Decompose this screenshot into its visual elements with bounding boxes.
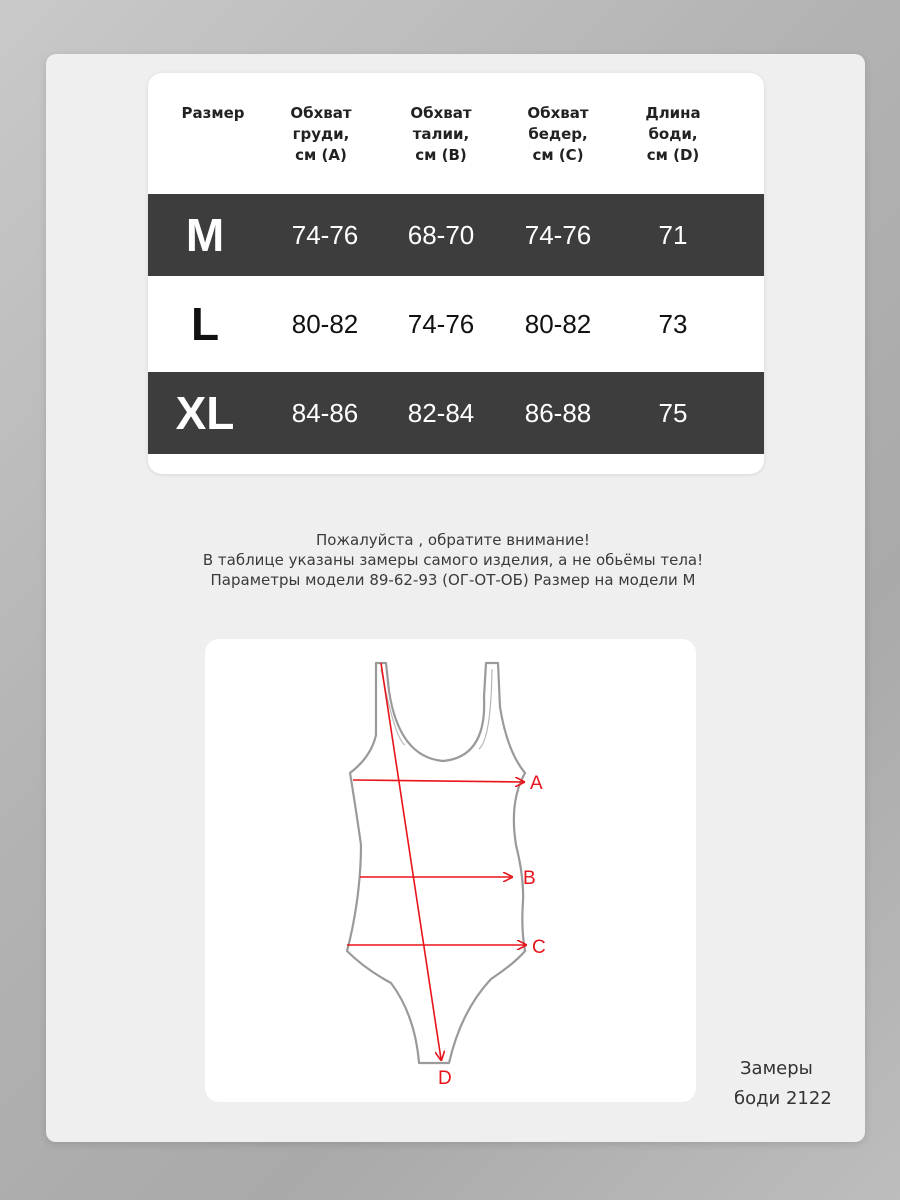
size-label: L <box>190 298 220 350</box>
product-caption <box>728 1054 838 1114</box>
caption-line-2: боди 2122 <box>734 1088 832 1109</box>
table-row-m <box>148 194 764 276</box>
measurement-note <box>150 530 756 590</box>
header-size: Размер <box>181 104 245 122</box>
table-row-l <box>148 283 764 365</box>
chest-value: 74-76 <box>291 220 359 250</box>
label-a: A <box>530 773 543 794</box>
length-value: 71 <box>658 220 688 250</box>
bodysuit-diagram <box>205 639 696 1102</box>
note-line-2: В таблице указаны замеры самого изделия, а не обьёмы тела! <box>202 551 704 569</box>
length-value: 73 <box>658 309 688 339</box>
waist-value: 74-76 <box>407 309 475 339</box>
table-row-xl <box>148 372 764 454</box>
chest-value: 84-86 <box>291 398 359 428</box>
bodysuit-outline <box>347 663 525 1063</box>
label-b: B <box>523 868 536 889</box>
waist-value: 82-84 <box>407 398 475 428</box>
length-value: 75 <box>658 398 688 428</box>
label-c: C <box>532 937 546 958</box>
size-label: M <box>185 209 225 261</box>
header-hips: Обхват бедер, см (C) <box>527 104 589 164</box>
measurement-diagram <box>205 639 696 1102</box>
waist-value: 68-70 <box>407 220 475 250</box>
hips-value: 80-82 <box>524 309 592 339</box>
note-line-1: Пожалуйста , обратите внимание! <box>316 531 590 549</box>
hips-value: 74-76 <box>524 220 592 250</box>
header-waist: Обхват талии, см (B) <box>410 104 472 164</box>
header-chest: Обхват груди, см (A) <box>290 104 352 164</box>
size-table <box>148 73 764 474</box>
chest-value: 80-82 <box>291 309 359 339</box>
arrow-a <box>353 780 523 782</box>
size-label: XL <box>175 387 235 439</box>
caption-line-1: Замеры <box>740 1058 813 1079</box>
label-d: D <box>438 1068 452 1089</box>
arrow-d <box>381 663 441 1059</box>
note-line-3: Параметры модели 89-62-93 (ОГ-ОТ-ОБ) Размер на модели М <box>210 571 696 589</box>
header-length: Длина боди, см (D) <box>645 104 701 164</box>
hips-value: 86-88 <box>524 398 592 428</box>
